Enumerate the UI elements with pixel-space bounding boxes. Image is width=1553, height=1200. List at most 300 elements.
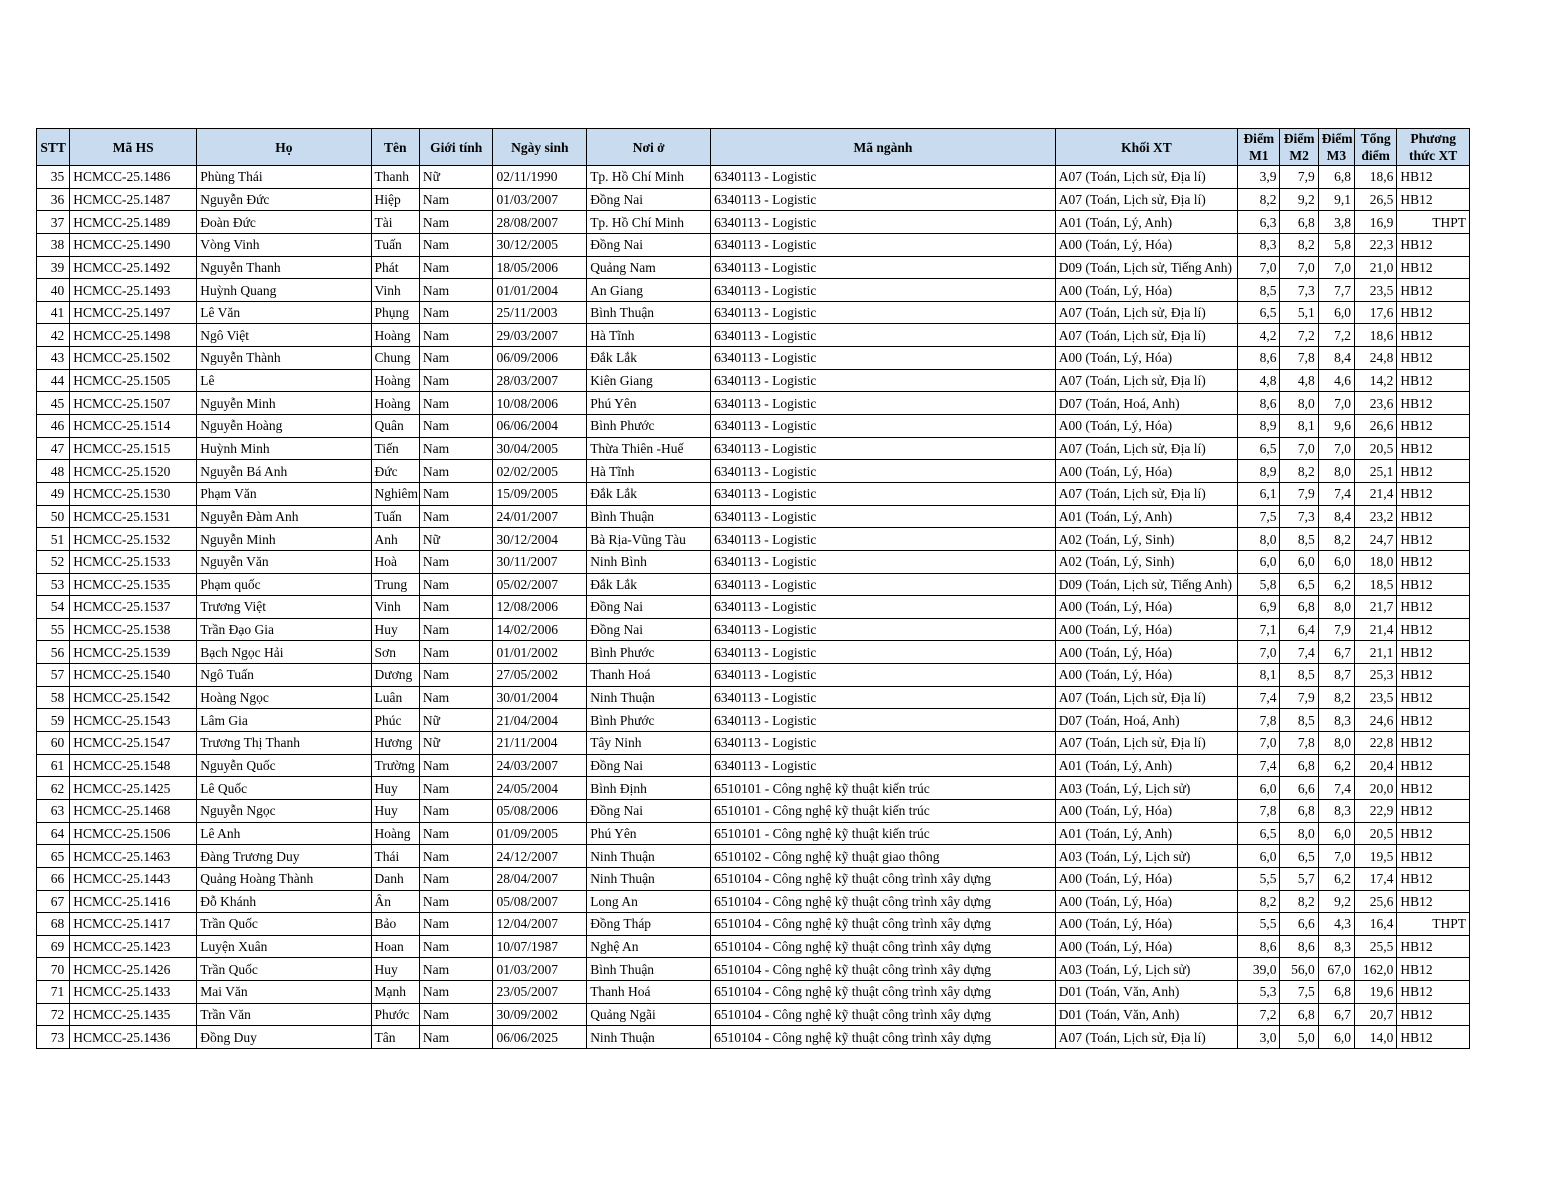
cell-diem-m2: 7,0: [1280, 437, 1318, 460]
cell-ten: Trung: [371, 573, 419, 596]
cell-ma-hs: HCMCC-25.1543: [70, 709, 197, 732]
cell-ho: Lê Văn: [197, 301, 371, 324]
cell-ma-nganh: 6340113 - Logistic: [711, 709, 1056, 732]
cell-diem-m3: 7,2: [1318, 324, 1354, 347]
cell-ngay-sinh: 02/02/2005: [493, 460, 587, 483]
cell-phuong-thuc-xt: HB12: [1397, 709, 1470, 732]
cell-diem-m3: 6,0: [1318, 822, 1354, 845]
table-row: [37, 709, 1470, 732]
table-row: [37, 528, 1470, 551]
cell-ma-hs: HCMCC-25.1531: [70, 505, 197, 528]
cell-diem-m1: 6,0: [1238, 777, 1280, 800]
cell-ma-nganh: 6340113 - Logistic: [711, 641, 1056, 664]
table-row: [37, 550, 1470, 573]
cell-ten: Tiến: [371, 437, 419, 460]
cell-tong-diem: 21,1: [1355, 641, 1397, 664]
cell-diem-m2: 8,5: [1280, 528, 1318, 551]
cell-ho: Trần Đạo Gia: [197, 618, 371, 641]
cell-diem-m2: 6,8: [1280, 1003, 1318, 1026]
cell-gioi-tinh: Nam: [419, 845, 493, 868]
cell-stt: 50: [37, 505, 70, 528]
cell-diem-m2: 6,4: [1280, 618, 1318, 641]
cell-diem-m2: 7,9: [1280, 166, 1318, 189]
header-diem-m3-line2: M3: [1326, 148, 1347, 163]
cell-khoi-xt: A03 (Toán, Lý, Lịch sử): [1055, 845, 1237, 868]
cell-diem-m1: 6,5: [1238, 822, 1280, 845]
cell-phuong-thuc-xt: HB12: [1397, 618, 1470, 641]
cell-phuong-thuc-xt: HB12: [1397, 686, 1470, 709]
cell-ten: Quân: [371, 415, 419, 438]
cell-diem-m3: 7,0: [1318, 256, 1354, 279]
cell-diem-m3: 6,0: [1318, 550, 1354, 573]
cell-stt: 63: [37, 799, 70, 822]
cell-noi-o: Phú Yên: [587, 392, 711, 415]
cell-ma-hs: HCMCC-25.1537: [70, 596, 197, 619]
cell-diem-m3: 7,0: [1318, 437, 1354, 460]
cell-noi-o: Bình Định: [587, 777, 711, 800]
cell-ma-hs: HCMCC-25.1507: [70, 392, 197, 415]
cell-diem-m3: 67,0: [1318, 958, 1354, 981]
cell-gioi-tinh: Nam: [419, 324, 493, 347]
cell-gioi-tinh: Nam: [419, 935, 493, 958]
cell-phuong-thuc-xt: HB12: [1397, 166, 1470, 189]
cell-noi-o: Bình Phước: [587, 709, 711, 732]
cell-ho: Huỳnh Quang: [197, 279, 371, 302]
cell-gioi-tinh: Nam: [419, 664, 493, 687]
cell-ho: Lâm Gia: [197, 709, 371, 732]
cell-tong-diem: 17,4: [1355, 867, 1397, 890]
cell-diem-m1: 8,3: [1238, 233, 1280, 256]
cell-tong-diem: 17,6: [1355, 301, 1397, 324]
cell-gioi-tinh: Nam: [419, 754, 493, 777]
cell-noi-o: Đồng Tháp: [587, 913, 711, 936]
header-diem-m3: [1318, 129, 1354, 166]
cell-gioi-tinh: Nữ: [419, 709, 493, 732]
cell-ma-nganh: 6340113 - Logistic: [711, 505, 1056, 528]
table-row: [37, 732, 1470, 755]
cell-ngay-sinh: 30/12/2004: [493, 528, 587, 551]
cell-ngay-sinh: 21/11/2004: [493, 732, 587, 755]
cell-khoi-xt: A00 (Toán, Lý, Hóa): [1055, 347, 1237, 370]
cell-stt: 36: [37, 188, 70, 211]
cell-diem-m1: 6,5: [1238, 301, 1280, 324]
cell-ma-nganh: 6510104 - Công nghệ kỹ thuật công trình xây dựng: [711, 913, 1056, 936]
cell-tong-diem: 25,5: [1355, 935, 1397, 958]
cell-ngay-sinh: 01/09/2005: [493, 822, 587, 845]
cell-ho: Trần Quốc: [197, 958, 371, 981]
cell-tong-diem: 20,4: [1355, 754, 1397, 777]
cell-phuong-thuc-xt: HB12: [1397, 256, 1470, 279]
cell-tong-diem: 20,5: [1355, 437, 1397, 460]
cell-ho: Đoàn Đức: [197, 211, 371, 234]
cell-tong-diem: 24,6: [1355, 709, 1397, 732]
cell-diem-m3: 4,3: [1318, 913, 1354, 936]
cell-khoi-xt: A01 (Toán, Lý, Anh): [1055, 754, 1237, 777]
table-row: [37, 482, 1470, 505]
cell-khoi-xt: A07 (Toán, Lịch sử, Địa lí): [1055, 166, 1237, 189]
cell-noi-o: Đồng Nai: [587, 618, 711, 641]
cell-gioi-tinh: Nam: [419, 1003, 493, 1026]
cell-phuong-thuc-xt: HB12: [1397, 845, 1470, 868]
cell-phuong-thuc-xt: HB12: [1397, 369, 1470, 392]
cell-diem-m3: 8,3: [1318, 935, 1354, 958]
cell-diem-m3: 8,3: [1318, 709, 1354, 732]
cell-ngay-sinh: 30/11/2007: [493, 550, 587, 573]
cell-diem-m2: 7,8: [1280, 347, 1318, 370]
cell-stt: 43: [37, 347, 70, 370]
cell-diem-m2: 5,0: [1280, 1026, 1318, 1049]
cell-khoi-xt: A07 (Toán, Lịch sử, Địa lí): [1055, 188, 1237, 211]
cell-ma-hs: HCMCC-25.1535: [70, 573, 197, 596]
cell-diem-m3: 6,0: [1318, 1026, 1354, 1049]
cell-noi-o: Đồng Nai: [587, 754, 711, 777]
cell-diem-m2: 6,8: [1280, 799, 1318, 822]
cell-diem-m3: 6,0: [1318, 301, 1354, 324]
cell-gioi-tinh: Nam: [419, 392, 493, 415]
cell-tong-diem: 25,6: [1355, 890, 1397, 913]
cell-ho: Nguyễn Thành: [197, 347, 371, 370]
cell-diem-m2: 4,8: [1280, 369, 1318, 392]
cell-ho: Nguyễn Thanh: [197, 256, 371, 279]
cell-stt: 71: [37, 981, 70, 1004]
cell-diem-m1: 8,2: [1238, 188, 1280, 211]
cell-khoi-xt: D07 (Toán, Hoá, Anh): [1055, 392, 1237, 415]
cell-ten: Hoà: [371, 550, 419, 573]
cell-ho: Trương Thị Thanh: [197, 732, 371, 755]
cell-diem-m2: 8,0: [1280, 822, 1318, 845]
cell-noi-o: Tp. Hồ Chí Minh: [587, 166, 711, 189]
cell-noi-o: Bình Phước: [587, 415, 711, 438]
cell-stt: 41: [37, 301, 70, 324]
cell-stt: 39: [37, 256, 70, 279]
cell-diem-m2: 9,2: [1280, 188, 1318, 211]
cell-stt: 38: [37, 233, 70, 256]
cell-ten: Bảo: [371, 913, 419, 936]
cell-ngay-sinh: 01/01/2002: [493, 641, 587, 664]
cell-diem-m2: 7,4: [1280, 641, 1318, 664]
cell-tong-diem: 16,4: [1355, 913, 1397, 936]
cell-ho: Nguyễn Bá Anh: [197, 460, 371, 483]
cell-ho: Nguyễn Minh: [197, 528, 371, 551]
cell-phuong-thuc-xt: HB12: [1397, 188, 1470, 211]
cell-ngay-sinh: 27/05/2002: [493, 664, 587, 687]
cell-ma-hs: HCMCC-25.1426: [70, 958, 197, 981]
cell-diem-m2: 6,8: [1280, 754, 1318, 777]
cell-diem-m3: 8,0: [1318, 460, 1354, 483]
cell-diem-m1: 8,5: [1238, 279, 1280, 302]
cell-ma-hs: HCMCC-25.1423: [70, 935, 197, 958]
cell-ho: Phạm Văn: [197, 482, 371, 505]
cell-ma-nganh: 6340113 - Logistic: [711, 437, 1056, 460]
table-row: [37, 573, 1470, 596]
cell-ma-nganh: 6340113 - Logistic: [711, 754, 1056, 777]
cell-diem-m1: 7,2: [1238, 1003, 1280, 1026]
cell-diem-m1: 6,3: [1238, 211, 1280, 234]
cell-diem-m2: 7,0: [1280, 256, 1318, 279]
cell-diem-m3: 4,6: [1318, 369, 1354, 392]
cell-noi-o: Hà Tĩnh: [587, 324, 711, 347]
table-row: [37, 211, 1470, 234]
cell-noi-o: Thanh Hoá: [587, 981, 711, 1004]
cell-tong-diem: 24,8: [1355, 347, 1397, 370]
cell-diem-m2: 8,6: [1280, 935, 1318, 958]
cell-ho: Hoàng Ngọc: [197, 686, 371, 709]
cell-ngay-sinh: 24/01/2007: [493, 505, 587, 528]
cell-ho: Nguyễn Hoàng: [197, 415, 371, 438]
table-row: [37, 460, 1470, 483]
cell-ho: Lê: [197, 369, 371, 392]
header-diem-m1: [1238, 129, 1280, 166]
cell-ten: Luân: [371, 686, 419, 709]
table-row: [37, 1003, 1470, 1026]
cell-noi-o: Nghệ An: [587, 935, 711, 958]
cell-khoi-xt: A01 (Toán, Lý, Anh): [1055, 211, 1237, 234]
cell-ten: Phúc: [371, 709, 419, 732]
cell-diem-m2: 8,0: [1280, 392, 1318, 415]
cell-ten: Phát: [371, 256, 419, 279]
header-diem-m2-line1: Điểm: [1283, 131, 1315, 146]
cell-ho: Phạm quốc: [197, 573, 371, 596]
cell-stt: 58: [37, 686, 70, 709]
cell-tong-diem: 26,6: [1355, 415, 1397, 438]
cell-stt: 35: [37, 166, 70, 189]
cell-ngay-sinh: 25/11/2003: [493, 301, 587, 324]
cell-stt: 57: [37, 664, 70, 687]
cell-diem-m1: 5,8: [1238, 573, 1280, 596]
cell-diem-m2: 7,8: [1280, 732, 1318, 755]
cell-phuong-thuc-xt: HB12: [1397, 596, 1470, 619]
header-tong-diem-line2: điểm: [1361, 148, 1390, 163]
cell-gioi-tinh: Nam: [419, 211, 493, 234]
cell-noi-o: Thừa Thiên -Huế: [587, 437, 711, 460]
admission-table-page: [36, 128, 1470, 1049]
cell-gioi-tinh: Nam: [419, 596, 493, 619]
header-phuong-thuc-line1: Phương: [1410, 131, 1456, 146]
cell-ngay-sinh: 30/09/2002: [493, 1003, 587, 1026]
cell-ho: Nguyễn Đàm Anh: [197, 505, 371, 528]
cell-diem-m1: 6,1: [1238, 482, 1280, 505]
cell-tong-diem: 25,1: [1355, 460, 1397, 483]
cell-tong-diem: 26,5: [1355, 188, 1397, 211]
cell-phuong-thuc-xt: HB12: [1397, 301, 1470, 324]
cell-stt: 47: [37, 437, 70, 460]
cell-diem-m1: 6,9: [1238, 596, 1280, 619]
cell-ho: Đồng Duy: [197, 1026, 371, 1049]
admission-table: [36, 128, 1470, 1049]
cell-khoi-xt: A00 (Toán, Lý, Hóa): [1055, 415, 1237, 438]
cell-noi-o: Đồng Nai: [587, 233, 711, 256]
cell-ho: Nguyễn Minh: [197, 392, 371, 415]
table-row: [37, 777, 1470, 800]
cell-phuong-thuc-xt: HB12: [1397, 1026, 1470, 1049]
cell-phuong-thuc-xt: HB12: [1397, 437, 1470, 460]
cell-diem-m2: 5,7: [1280, 867, 1318, 890]
cell-diem-m3: 5,8: [1318, 233, 1354, 256]
cell-noi-o: Đồng Nai: [587, 596, 711, 619]
cell-khoi-xt: D09 (Toán, Lịch sử, Tiếng Anh): [1055, 573, 1237, 596]
cell-ngay-sinh: 12/08/2006: [493, 596, 587, 619]
cell-stt: 72: [37, 1003, 70, 1026]
cell-diem-m2: 6,5: [1280, 573, 1318, 596]
cell-noi-o: Đắk Lắk: [587, 573, 711, 596]
cell-ngay-sinh: 23/05/2007: [493, 981, 587, 1004]
cell-diem-m3: 6,2: [1318, 867, 1354, 890]
cell-ngay-sinh: 01/01/2004: [493, 279, 587, 302]
table-row: [37, 867, 1470, 890]
cell-diem-m1: 6,0: [1238, 550, 1280, 573]
table-row: [37, 935, 1470, 958]
cell-ma-nganh: 6340113 - Logistic: [711, 415, 1056, 438]
cell-ma-hs: HCMCC-25.1548: [70, 754, 197, 777]
cell-phuong-thuc-xt: HB12: [1397, 482, 1470, 505]
cell-stt: 70: [37, 958, 70, 981]
cell-khoi-xt: A00 (Toán, Lý, Hóa): [1055, 618, 1237, 641]
cell-ten: Anh: [371, 528, 419, 551]
cell-noi-o: Bình Phước: [587, 641, 711, 664]
cell-ho: Lê Quốc: [197, 777, 371, 800]
cell-gioi-tinh: Nam: [419, 437, 493, 460]
cell-ma-nganh: 6510104 - Công nghệ kỹ thuật công trình xây dựng: [711, 1003, 1056, 1026]
cell-diem-m1: 7,4: [1238, 686, 1280, 709]
cell-ma-hs: HCMCC-25.1487: [70, 188, 197, 211]
cell-ma-nganh: 6340113 - Logistic: [711, 233, 1056, 256]
cell-ma-hs: HCMCC-25.1433: [70, 981, 197, 1004]
cell-khoi-xt: A01 (Toán, Lý, Anh): [1055, 822, 1237, 845]
cell-stt: 46: [37, 415, 70, 438]
cell-diem-m1: 5,3: [1238, 981, 1280, 1004]
cell-ma-nganh: 6340113 - Logistic: [711, 528, 1056, 551]
cell-diem-m2: 6,6: [1280, 777, 1318, 800]
cell-ngay-sinh: 28/03/2007: [493, 369, 587, 392]
cell-diem-m2: 6,5: [1280, 845, 1318, 868]
cell-khoi-xt: A00 (Toán, Lý, Hóa): [1055, 890, 1237, 913]
cell-ngay-sinh: 29/03/2007: [493, 324, 587, 347]
cell-gioi-tinh: Nam: [419, 505, 493, 528]
cell-phuong-thuc-xt: HB12: [1397, 867, 1470, 890]
cell-stt: 37: [37, 211, 70, 234]
cell-ten: Huy: [371, 958, 419, 981]
cell-khoi-xt: A07 (Toán, Lịch sử, Địa lí): [1055, 482, 1237, 505]
cell-diem-m2: 8,2: [1280, 460, 1318, 483]
cell-diem-m3: 3,8: [1318, 211, 1354, 234]
cell-diem-m1: 8,1: [1238, 664, 1280, 687]
cell-ten: Trường: [371, 754, 419, 777]
cell-ma-hs: HCMCC-25.1435: [70, 1003, 197, 1026]
cell-ngay-sinh: 10/08/2006: [493, 392, 587, 415]
cell-ho: Mai Văn: [197, 981, 371, 1004]
cell-khoi-xt: A00 (Toán, Lý, Hóa): [1055, 664, 1237, 687]
cell-ten: Vinh: [371, 279, 419, 302]
cell-khoi-xt: A07 (Toán, Lịch sử, Địa lí): [1055, 369, 1237, 392]
cell-diem-m1: 5,5: [1238, 867, 1280, 890]
cell-ten: Hoàng: [371, 324, 419, 347]
cell-ma-nganh: 6510104 - Công nghệ kỹ thuật công trình xây dựng: [711, 958, 1056, 981]
cell-gioi-tinh: Nam: [419, 573, 493, 596]
cell-tong-diem: 16,9: [1355, 211, 1397, 234]
cell-khoi-xt: A07 (Toán, Lịch sử, Địa lí): [1055, 1026, 1237, 1049]
cell-ngay-sinh: 24/05/2004: [493, 777, 587, 800]
header-ten: Tên: [371, 129, 419, 166]
cell-stt: 45: [37, 392, 70, 415]
cell-ngay-sinh: 30/01/2004: [493, 686, 587, 709]
cell-phuong-thuc-xt: HB12: [1397, 822, 1470, 845]
cell-ma-nganh: 6340113 - Logistic: [711, 460, 1056, 483]
cell-ngay-sinh: 12/04/2007: [493, 913, 587, 936]
cell-ten: Dương: [371, 664, 419, 687]
table-row: [37, 369, 1470, 392]
cell-ma-hs: HCMCC-25.1515: [70, 437, 197, 460]
cell-ten: Tân: [371, 1026, 419, 1049]
cell-ma-hs: HCMCC-25.1506: [70, 822, 197, 845]
table-row: [37, 505, 1470, 528]
cell-khoi-xt: A03 (Toán, Lý, Lịch sử): [1055, 958, 1237, 981]
cell-stt: 55: [37, 618, 70, 641]
cell-ho: Ngô Tuấn: [197, 664, 371, 687]
table-row: [37, 754, 1470, 777]
cell-ma-nganh: 6340113 - Logistic: [711, 482, 1056, 505]
cell-diem-m1: 8,9: [1238, 415, 1280, 438]
header-ma-nganh: Mã ngành: [711, 129, 1056, 166]
cell-khoi-xt: A02 (Toán, Lý, Sinh): [1055, 550, 1237, 573]
cell-ma-nganh: 6340113 - Logistic: [711, 256, 1056, 279]
cell-diem-m1: 3,0: [1238, 1026, 1280, 1049]
cell-ma-hs: HCMCC-25.1532: [70, 528, 197, 551]
cell-khoi-xt: A07 (Toán, Lịch sử, Địa lí): [1055, 732, 1237, 755]
cell-diem-m3: 9,6: [1318, 415, 1354, 438]
cell-ngay-sinh: 02/11/1990: [493, 166, 587, 189]
cell-khoi-xt: A00 (Toán, Lý, Hóa): [1055, 913, 1237, 936]
cell-stt: 67: [37, 890, 70, 913]
cell-stt: 64: [37, 822, 70, 845]
cell-diem-m2: 7,3: [1280, 505, 1318, 528]
header-phuong-thuc-line2: thức XT: [1409, 148, 1458, 163]
cell-ma-nganh: 6510101 - Công nghệ kỹ thuật kiến trúc: [711, 777, 1056, 800]
cell-diem-m3: 7,7: [1318, 279, 1354, 302]
cell-gioi-tinh: Nam: [419, 301, 493, 324]
cell-noi-o: Long An: [587, 890, 711, 913]
cell-gioi-tinh: Nam: [419, 913, 493, 936]
cell-gioi-tinh: Nam: [419, 981, 493, 1004]
cell-ma-nganh: 6510104 - Công nghệ kỹ thuật công trình xây dựng: [711, 1026, 1056, 1049]
table-row: [37, 913, 1470, 936]
cell-ngay-sinh: 28/08/2007: [493, 211, 587, 234]
cell-tong-diem: 19,5: [1355, 845, 1397, 868]
cell-ma-nganh: 6340113 - Logistic: [711, 596, 1056, 619]
cell-diem-m3: 8,2: [1318, 686, 1354, 709]
cell-phuong-thuc-xt: HB12: [1397, 324, 1470, 347]
cell-stt: 52: [37, 550, 70, 573]
cell-khoi-xt: A00 (Toán, Lý, Hóa): [1055, 233, 1237, 256]
table-row: [37, 958, 1470, 981]
cell-ma-hs: HCMCC-25.1436: [70, 1026, 197, 1049]
cell-tong-diem: 20,0: [1355, 777, 1397, 800]
cell-gioi-tinh: Nam: [419, 641, 493, 664]
cell-phuong-thuc-xt: HB12: [1397, 958, 1470, 981]
table-row: [37, 799, 1470, 822]
cell-ngay-sinh: 30/04/2005: [493, 437, 587, 460]
cell-ho: Nguyễn Ngọc: [197, 799, 371, 822]
cell-diem-m1: 3,9: [1238, 166, 1280, 189]
cell-ten: Danh: [371, 867, 419, 890]
table-body: [37, 166, 1470, 1049]
cell-gioi-tinh: Nam: [419, 890, 493, 913]
cell-ho: Luyện Xuân: [197, 935, 371, 958]
cell-ho: Nguyễn Văn: [197, 550, 371, 573]
cell-phuong-thuc-xt: THPT: [1397, 913, 1470, 936]
table-row: [37, 981, 1470, 1004]
cell-diem-m3: 7,4: [1318, 482, 1354, 505]
cell-noi-o: Ninh Thuận: [587, 845, 711, 868]
